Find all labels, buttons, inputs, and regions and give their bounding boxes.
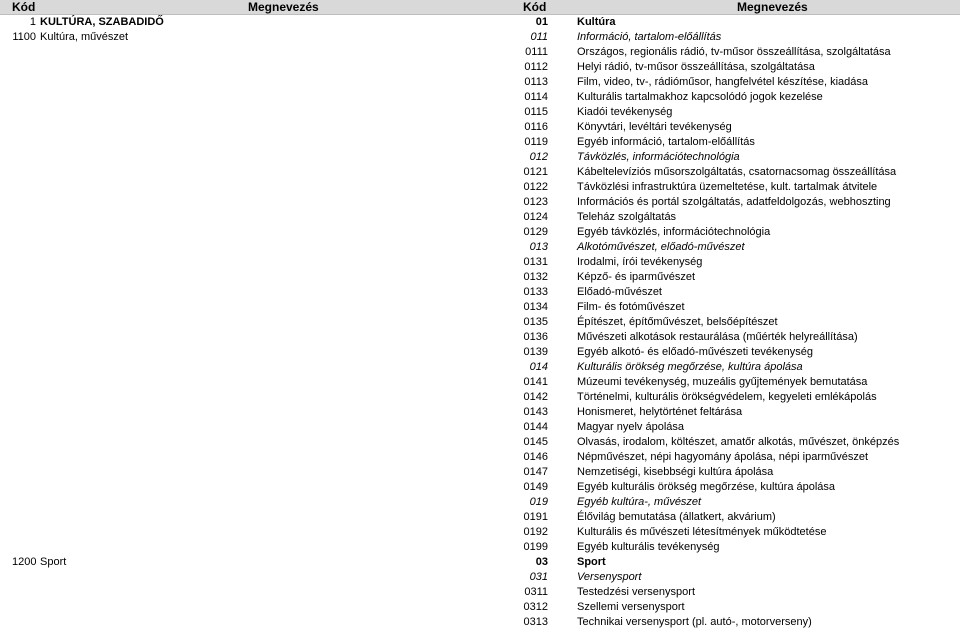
- right-name-cell: Művészeti alkotások restaurálása (műérték helyreállítása): [577, 331, 858, 343]
- right-name-cell: Nemzetiségi, kisebbségi kultúra ápolása: [577, 466, 774, 478]
- right-code-cell: 0135: [523, 316, 548, 328]
- right-code-cell: 0144: [523, 421, 548, 433]
- table-row: [0, 615, 960, 630]
- right-name-cell: Honismeret, helytörténet feltárása: [577, 406, 743, 418]
- right-code-cell: 0113: [524, 76, 548, 88]
- right-code-cell: 0121: [523, 166, 548, 178]
- table-row: [0, 540, 960, 555]
- right-name-cell: Magyar nyelv ápolása: [577, 421, 685, 433]
- right-name-cell: Kultúra: [577, 16, 616, 28]
- table-row: [0, 270, 960, 285]
- left-name-cell: KULTÚRA, SZABADIDŐ: [40, 16, 164, 28]
- right-name-cell: Információs és portál szolgáltatás, adatfeldolgozás, webhoszting: [577, 196, 891, 208]
- right-code-cell: 011: [530, 31, 548, 43]
- right-code-cell: 0134: [523, 301, 548, 313]
- right-name-cell: Versenysport: [577, 571, 642, 583]
- right-code-cell: 019: [529, 496, 548, 508]
- table-row: [0, 420, 960, 435]
- table-row: [0, 315, 960, 330]
- right-name-cell: Előadó-művészet: [577, 286, 662, 298]
- table-row: [0, 180, 960, 195]
- right-code-cell: 0131: [523, 256, 548, 268]
- right-code-cell: 0149: [523, 481, 548, 493]
- table-row: [0, 495, 960, 510]
- right-name-cell: Kábeltelevíziós műsorszolgáltatás, csatornacsomag összeállítása: [577, 166, 897, 178]
- right-name-cell: Információ, tartalom-előállítás: [577, 31, 722, 43]
- right-name-cell: Szellemi versenysport: [577, 601, 685, 613]
- right-code-cell: 03: [535, 556, 548, 568]
- table-row: [0, 585, 960, 600]
- table-row: [0, 480, 960, 495]
- right-name-cell: Távközlési infrastruktúra üzemeltetése, kult. tartalmak átvitele: [577, 181, 878, 193]
- table-row: [0, 345, 960, 360]
- table-row: [0, 465, 960, 480]
- table-row: [0, 165, 960, 180]
- left-code-cell: 1200: [12, 556, 37, 568]
- table-row: [0, 90, 960, 105]
- right-name-cell: Kiadói tevékenység: [577, 106, 673, 118]
- table-row: [0, 135, 960, 150]
- right-name-cell: Múzeumi tevékenység, muzeális gyűjtemények bemutatása: [577, 376, 868, 388]
- right-name-cell: Helyi rádió, tv-műsor összeállítása, szolgáltatása: [577, 61, 815, 73]
- right-code-cell: 0122: [523, 181, 548, 193]
- right-name-cell: Testedzési versenysport: [577, 586, 695, 598]
- right-code-cell: 0111: [525, 46, 548, 58]
- right-code-cell: 013: [529, 241, 548, 253]
- left-name-cell: Sport: [40, 556, 67, 568]
- table-row: [0, 450, 960, 465]
- right-code-cell: 014: [529, 361, 548, 373]
- right-code-cell: 0312: [523, 601, 548, 613]
- right-name-cell: Film- és fotóművészet: [577, 301, 685, 313]
- right-name-cell: Technikai versenysport (pl. autó-, motorverseny): [577, 616, 812, 628]
- table-row: [0, 435, 960, 450]
- right-code-cell: 0199: [523, 541, 548, 553]
- right-code-cell: 0123: [523, 196, 548, 208]
- table-row: [0, 330, 960, 345]
- table-row: [0, 105, 960, 120]
- right-code-cell: 0192: [523, 526, 548, 538]
- right-code-cell: 0115: [524, 106, 548, 118]
- table-row: [0, 600, 960, 615]
- right-code-cell: 0133: [523, 286, 548, 298]
- table-row: [0, 360, 960, 375]
- table-row: [0, 375, 960, 390]
- right-name-cell: Kulturális tartalmakhoz kapcsolódó jogok kezelése: [577, 91, 823, 103]
- right-name-cell: Egyéb kulturális örökség megőrzése, kultúra ápolása: [577, 481, 836, 493]
- table-row: [0, 390, 960, 405]
- right-name-cell: Országos, regionális rádió, tv-műsor összeállítása, szolgáltatása: [577, 46, 891, 58]
- right-code-cell: 0119: [524, 136, 548, 148]
- table-row: [0, 405, 960, 420]
- right-name-cell: Történelmi, kulturális örökségvédelem, kegyeleti emlékápolás: [577, 391, 877, 403]
- right-code-cell: 0146: [523, 451, 548, 463]
- header-right-name: Megnevezés: [737, 0, 808, 14]
- table-header: [0, 0, 960, 15]
- right-name-cell: Egyéb kulturális tevékenység: [577, 541, 720, 553]
- right-name-cell: Alkotóművészet, előadó-művészet: [577, 241, 745, 253]
- code-table-body: [0, 15, 960, 630]
- table-row: [0, 285, 960, 300]
- right-name-cell: Teleház szolgáltatás: [577, 211, 677, 223]
- table-row: [0, 150, 960, 165]
- table-row: [0, 210, 960, 225]
- left-code-cell: 1: [29, 16, 36, 28]
- table-row: [0, 195, 960, 210]
- right-code-cell: 01: [535, 16, 548, 28]
- table-row: [0, 75, 960, 90]
- right-name-cell: Film, video, tv-, rádióműsor, hangfelvétel készítése, kiadása: [577, 76, 869, 88]
- header-right-code: Kód: [523, 0, 547, 14]
- right-code-cell: 012: [529, 151, 548, 163]
- right-code-cell: 0139: [523, 346, 548, 358]
- right-code-cell: 0124: [523, 211, 548, 223]
- right-name-cell: Képző- és iparművészet: [577, 271, 695, 283]
- table-row: [0, 510, 960, 525]
- right-name-cell: Olvasás, irodalom, költészet, amatőr alkotás, művészet, önképzés: [577, 436, 900, 448]
- right-code-cell: 0143: [523, 406, 548, 418]
- header-left-code: Kód: [12, 0, 36, 14]
- right-code-cell: 0311: [524, 586, 548, 598]
- right-name-cell: Élővilág bemutatása (állatkert, akvárium): [577, 511, 776, 523]
- table-row: [0, 300, 960, 315]
- table-row: [0, 570, 960, 585]
- right-name-cell: Egyéb információ, tartalom-előállítás: [577, 136, 755, 148]
- right-name-cell: Egyéb alkotó- és előadó-művészeti tevékenység: [577, 346, 814, 358]
- left-code-cell: 1100: [12, 31, 36, 43]
- right-code-cell: 031: [529, 571, 548, 583]
- left-name-cell: Kultúra, művészet: [40, 31, 129, 43]
- right-name-cell: Népművészet, népi hagyomány ápolása, népi iparművészet: [577, 451, 869, 463]
- right-code-cell: 0112: [524, 61, 548, 73]
- right-name-cell: Könyvtári, levéltári tevékenység: [577, 121, 732, 133]
- right-code-cell: 0116: [524, 121, 548, 133]
- table-row: [0, 15, 960, 30]
- table-row: [0, 60, 960, 75]
- table-row: [0, 255, 960, 270]
- table-row: [0, 555, 960, 570]
- right-code-cell: 0313: [523, 616, 548, 628]
- right-code-cell: 0136: [523, 331, 548, 343]
- header-left-name: Megnevezés: [248, 0, 319, 14]
- right-code-cell: 0191: [523, 511, 548, 523]
- right-name-cell: Irodalmi, írói tevékenység: [577, 256, 703, 268]
- right-code-cell: 0145: [523, 436, 548, 448]
- right-code-cell: 0114: [524, 91, 548, 103]
- table-row: [0, 45, 960, 60]
- table-row: [0, 240, 960, 255]
- right-name-cell: Egyéb kultúra-, művészet: [577, 496, 702, 508]
- right-name-cell: Egyéb távközlés, információtechnológia: [577, 226, 771, 238]
- right-code-cell: 0142: [523, 391, 548, 403]
- table-row: [0, 225, 960, 240]
- right-code-cell: 0132: [523, 271, 548, 283]
- right-name-cell: Sport: [577, 556, 606, 568]
- right-name-cell: Kulturális és művészeti létesítmények működtetése: [577, 526, 827, 538]
- right-name-cell: Építészet, építőművészet, belsőépítészet: [577, 316, 778, 328]
- right-code-cell: 0141: [523, 376, 548, 388]
- right-code-cell: 0147: [523, 466, 548, 478]
- right-name-cell: Kulturális örökség megőrzése, kultúra ápolása: [577, 361, 803, 373]
- table-row: [0, 525, 960, 540]
- right-code-cell: 0129: [523, 226, 548, 238]
- table-row: [0, 30, 960, 45]
- table-row: [0, 120, 960, 135]
- right-name-cell: Távközlés, információtechnológia: [577, 151, 740, 163]
